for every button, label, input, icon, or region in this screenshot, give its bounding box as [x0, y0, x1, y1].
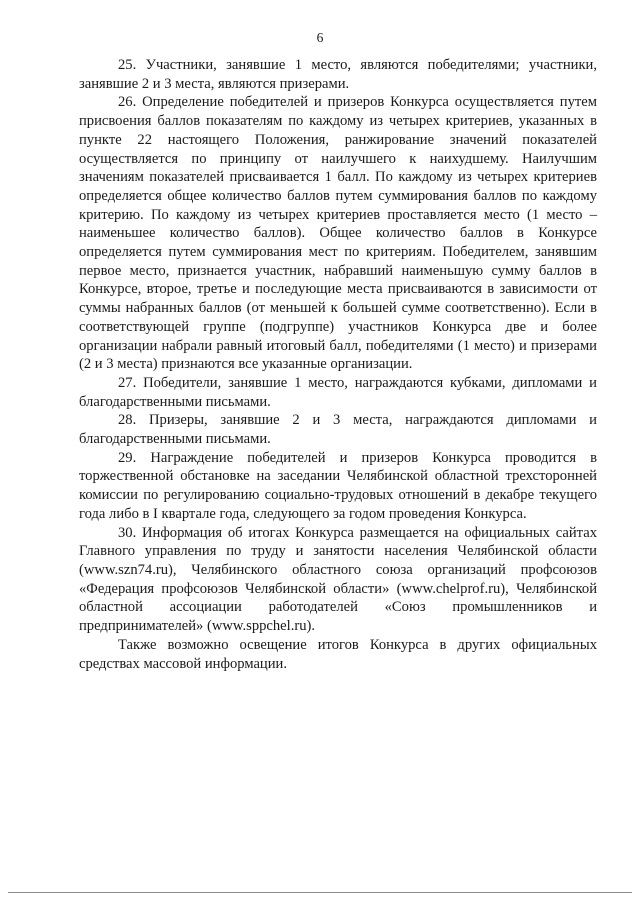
page-number: 6: [316, 30, 324, 45]
paragraph-27: 27. Победители, занявшие 1 место, награждаются кубками, дипломами и благодарственными письмами.: [79, 374, 597, 410]
paragraph-closing: Также возможно освещение итогов Конкурса в других официальных средствах массовой информации.: [79, 636, 597, 672]
paragraph-30: 30. Информация об итогах Конкурса размещается на официальных сайтах Главного управления по труду и занятости населения Челябинской области (www.szn74.ru), Челябинского областного союза организаций профсоюзов «Федерация профсоюзов Челябинской области» (www.chelprof.ru), Челябинской областной ассоциации работодателей «Союз промышленников и предпринимателей» (www.sppchel.ru).: [79, 524, 597, 635]
document-body: [79, 56, 597, 673]
paragraph-29: 29. Награждение победителей и призеров Конкурса проводится в торжественной обстановке на заседании Челябинской областной трехсторонней комиссии по регулированию социально-трудовых отношений в декабре текущего года либо в I квартале года, следующего за годом проведения Конкурса.: [79, 449, 597, 522]
paragraph-28: 28. Призеры, занявшие 2 и 3 места, награждаются дипломами и благодарственными письмами.: [79, 412, 597, 448]
paragraph-26: 26. Определение победителей и призеров Конкурса осуществляется путем присвоения баллов показателям по каждому из четырех критериев, указанных в пункте 22 настоящего Положения, ранжирование значений показателей осуществляется по принципу от наилучшего к наихудшему. Наилучшим значениям показателей присваивается 1 балл. По каждому из четырех критериев определяется общее количество баллов путем суммирования баллов по каждому критерию. По каждому из четырех критериев проставляется место (1 место – наименьшее количество баллов). Общее количество баллов в Конкурсе определяется путем суммирования мест по критериям. Победителем, занявшим первое место, признается участник, набравший наименьшую сумму баллов в Конкурсе, второе, третье и последующие места присваиваются в зависимости от суммы набранных баллов (от меньшей к большей сумме соответственно). Если в соответствующей группе (подгруппе) участников Конкурса две и более организации набрали равный итоговый балл, победителями (1 место) и призерами (2 и 3 места) признаются все указанные организации.: [79, 94, 597, 373]
paragraph-25: 25. Участники, занявшие 1 место, являются победителями; участники, занявшие 2 и 3 места, являются призерами.: [79, 57, 597, 92]
scan-edge-line: [8, 892, 632, 893]
